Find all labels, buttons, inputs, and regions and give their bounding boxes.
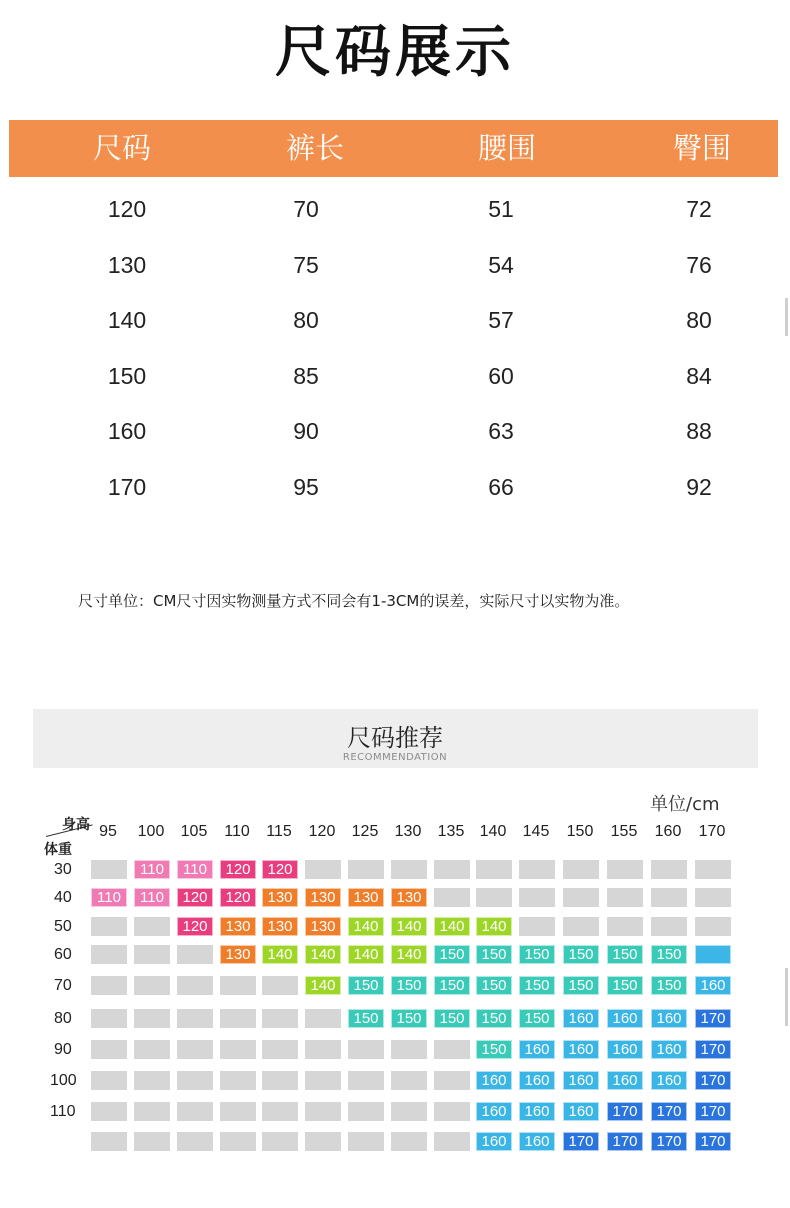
empty-cell — [134, 1040, 170, 1059]
empty-cell — [476, 860, 512, 879]
height-column-label: 120 — [308, 823, 336, 840]
page-title: 尺码展示 — [275, 20, 515, 85]
size-recommendation-cell: 130 — [262, 888, 298, 907]
weight-row-label: 50 — [54, 918, 72, 935]
size-recommendation-cell: 160 — [607, 1071, 643, 1090]
weight-row-label: 60 — [54, 946, 72, 963]
empty-cell — [177, 1009, 213, 1028]
size-recommendation-cell: 130 — [348, 888, 384, 907]
empty-cell — [220, 1102, 256, 1121]
empty-cell — [391, 1040, 427, 1059]
measurement-note: 尺寸单位：CM尺寸因实物测量方式不同会有1-3CM的误差，实际尺寸以实物为准。 — [78, 592, 630, 610]
empty-cell — [262, 1132, 298, 1151]
empty-cell — [695, 860, 731, 879]
size-recommendation-cell: 170 — [563, 1132, 599, 1151]
size-recommendation-cell: 170 — [607, 1132, 643, 1151]
weight-row-label: 80 — [54, 1010, 72, 1027]
empty-cell — [220, 1009, 256, 1028]
height-column-label: 140 — [479, 823, 507, 840]
size-recommendation-cell: 110 — [91, 888, 127, 907]
empty-cell — [305, 1071, 341, 1090]
scrollbar-thumb[interactable] — [785, 298, 788, 336]
size-recommendation-cell: 160 — [651, 1009, 687, 1028]
size-recommendation-cell: 160 — [563, 1071, 599, 1090]
size-recommendation-cell: 160 — [563, 1040, 599, 1059]
empty-cell — [91, 1009, 127, 1028]
height-column-label: 160 — [654, 823, 682, 840]
size-recommendation-cell: 160 — [519, 1040, 555, 1059]
size-recommendation-cell: 140 — [305, 945, 341, 964]
size-recommendation-cell: 160 — [563, 1009, 599, 1028]
size-recommendation-cell: 150 — [391, 1009, 427, 1028]
empty-cell — [519, 917, 555, 936]
empty-cell — [348, 1071, 384, 1090]
height-axis-label: 身高 — [62, 817, 90, 833]
empty-cell — [134, 1071, 170, 1090]
size-recommendation-cell: 110 — [134, 860, 170, 879]
height-column-label: 135 — [437, 823, 465, 840]
height-column-label: 130 — [394, 823, 422, 840]
size-recommendation-cell: 140 — [476, 917, 512, 936]
empty-cell — [91, 860, 127, 879]
empty-cell — [563, 888, 599, 907]
weight-row-label: 40 — [54, 889, 72, 906]
weight-row-label: 100 — [50, 1072, 77, 1089]
size-recommendation-cell: 110 — [177, 860, 213, 879]
size-recommendation-cell: 170 — [695, 1102, 731, 1121]
size-recommendation-cell: 150 — [651, 976, 687, 995]
height-column-label: 95 — [99, 823, 117, 840]
height-column-label: 110 — [224, 823, 250, 840]
empty-cell — [91, 917, 127, 936]
table-cell-waist: 51 — [488, 196, 514, 222]
table-cell-size: 130 — [107, 252, 147, 278]
size-recommendation-cell: 160 — [476, 1102, 512, 1121]
empty-cell — [91, 1132, 127, 1151]
empty-cell — [391, 1132, 427, 1151]
size-recommendation-cell: 160 — [519, 1071, 555, 1090]
size-recommendation-cell: 150 — [434, 945, 470, 964]
size-recommendation-cell: 130 — [305, 917, 341, 936]
empty-cell — [262, 1040, 298, 1059]
empty-cell — [134, 1009, 170, 1028]
empty-cell — [695, 888, 731, 907]
size-recommendation-cell: 150 — [519, 976, 555, 995]
size-recommendation-cell: 110 — [134, 888, 170, 907]
size-recommendation-cell: 130 — [391, 888, 427, 907]
empty-cell — [391, 1071, 427, 1090]
table-cell-size: 170 — [107, 474, 147, 500]
empty-cell — [220, 1132, 256, 1151]
empty-cell — [434, 1102, 470, 1121]
size-recommendation-cell: 160 — [519, 1102, 555, 1121]
table-cell-size: 150 — [107, 363, 147, 389]
empty-cell — [91, 976, 127, 995]
empty-cell — [348, 1040, 384, 1059]
size-recommendation-cell: 150 — [476, 1040, 512, 1059]
size-recommendation-cell: 170 — [695, 1132, 731, 1151]
size-recommendation-cell: 140 — [305, 976, 341, 995]
empty-cell — [91, 1071, 127, 1090]
table-cell-hip: 88 — [686, 418, 712, 444]
empty-cell — [519, 860, 555, 879]
height-column-label: 105 — [180, 823, 208, 840]
table-cell-pants-length: 80 — [293, 307, 319, 333]
size-recommendation-cell: 120 — [177, 888, 213, 907]
size-recommendation-cell: 160 — [651, 1071, 687, 1090]
size-recommendation-cell: 120 — [177, 917, 213, 936]
size-recommendation-cell: 150 — [348, 976, 384, 995]
empty-cell — [177, 1102, 213, 1121]
size-recommendation-cell: 140 — [391, 945, 427, 964]
header-waist: 腰围 — [477, 131, 536, 165]
empty-cell — [434, 888, 470, 907]
empty-cell — [348, 1102, 384, 1121]
size-recommendation-cell: 150 — [519, 945, 555, 964]
empty-cell — [348, 860, 384, 879]
size-recommendation-cell: 150 — [476, 1009, 512, 1028]
table-cell-pants-length: 70 — [293, 196, 319, 222]
height-column-label: 115 — [266, 823, 292, 840]
table-cell-size: 160 — [107, 418, 147, 444]
empty-cell — [177, 976, 213, 995]
empty-cell — [134, 945, 170, 964]
empty-cell — [391, 860, 427, 879]
size-recommendation-cell: 150 — [348, 1009, 384, 1028]
empty-cell — [177, 1132, 213, 1151]
size-recommendation-cell: 160 — [476, 1071, 512, 1090]
table-cell-waist: 57 — [488, 307, 514, 333]
empty-cell — [434, 860, 470, 879]
empty-cell — [220, 1040, 256, 1059]
table-cell-pants-length: 75 — [293, 252, 319, 278]
empty-cell — [348, 1132, 384, 1151]
height-column-label: 125 — [351, 823, 379, 840]
size-recommendation-cell: 160 — [519, 1132, 555, 1151]
empty-cell — [134, 1132, 170, 1151]
empty-cell — [305, 860, 341, 879]
empty-cell — [607, 860, 643, 879]
size-recommendation-cell: 160 — [563, 1102, 599, 1121]
empty-cell — [695, 917, 731, 936]
recommendation-title: 尺码推荐 — [347, 724, 443, 752]
header-pants-length: 裤长 — [285, 131, 344, 165]
empty-cell — [305, 1102, 341, 1121]
size-recommendation-cell: 170 — [651, 1102, 687, 1121]
recommendation-subtitle: RECOMMENDATION — [342, 752, 448, 763]
size-recommendation-cell: 130 — [262, 917, 298, 936]
table-cell-waist: 60 — [488, 363, 514, 389]
empty-cell — [651, 888, 687, 907]
empty-cell — [305, 1040, 341, 1059]
weight-axis-label: 体重 — [44, 842, 72, 858]
table-cell-waist: 63 — [488, 418, 514, 444]
size-recommendation-cell: 150 — [607, 976, 643, 995]
empty-cell — [305, 1009, 341, 1028]
empty-cell — [91, 1102, 127, 1121]
size-recommendation-cell: 150 — [391, 976, 427, 995]
empty-cell — [177, 1040, 213, 1059]
table-cell-pants-length: 85 — [293, 363, 319, 389]
empty-cell — [177, 1071, 213, 1090]
empty-cell — [262, 1071, 298, 1090]
height-column-label: 150 — [566, 823, 594, 840]
empty-cell — [134, 1102, 170, 1121]
unit-label: 单位/cm — [650, 794, 720, 815]
size-recommendation-cell: 120 — [220, 860, 256, 879]
size-recommendation-cell: 160 — [651, 1040, 687, 1059]
empty-cell — [434, 1071, 470, 1090]
empty-cell — [262, 1009, 298, 1028]
empty-cell — [134, 976, 170, 995]
size-recommendation-cell: 150 — [651, 945, 687, 964]
empty-cell — [651, 917, 687, 936]
empty-cell — [91, 945, 127, 964]
weight-row-label: 90 — [54, 1041, 72, 1058]
table-cell-hip: 76 — [686, 252, 712, 278]
height-column-label: 155 — [610, 823, 638, 840]
height-column-label: 170 — [698, 823, 726, 840]
empty-cell — [476, 888, 512, 907]
size-recommendation-cell: 170 — [695, 1009, 731, 1028]
size-recommendation-cell: 150 — [434, 976, 470, 995]
size-recommendation-cell: 140 — [434, 917, 470, 936]
empty-cell — [262, 976, 298, 995]
size-recommendation-cell — [695, 945, 731, 964]
weight-row-label: 70 — [54, 977, 72, 994]
size-recommendation-cell: 130 — [220, 917, 256, 936]
table-cell-hip: 80 — [686, 307, 712, 333]
size-table-header — [9, 120, 778, 177]
empty-cell — [220, 976, 256, 995]
header-size: 尺码 — [92, 131, 151, 165]
size-recommendation-cell: 170 — [607, 1102, 643, 1121]
size-recommendation-cell: 120 — [262, 860, 298, 879]
size-recommendation-cell: 150 — [476, 976, 512, 995]
empty-cell — [91, 1040, 127, 1059]
size-recommendation-cell: 140 — [348, 945, 384, 964]
scrollbar-thumb[interactable] — [785, 968, 788, 1026]
table-cell-hip: 92 — [686, 474, 712, 500]
size-recommendation-cell: 150 — [476, 945, 512, 964]
table-cell-pants-length: 90 — [293, 418, 319, 444]
table-cell-pants-length: 95 — [293, 474, 319, 500]
weight-row-label: 110 — [50, 1103, 76, 1120]
empty-cell — [563, 917, 599, 936]
empty-cell — [434, 1040, 470, 1059]
size-recommendation-cell: 140 — [262, 945, 298, 964]
size-recommendation-cell: 150 — [563, 945, 599, 964]
table-cell-waist: 66 — [488, 474, 514, 500]
size-recommendation-cell: 160 — [607, 1009, 643, 1028]
size-recommendation-cell: 170 — [695, 1040, 731, 1059]
table-cell-waist: 54 — [488, 252, 514, 278]
empty-cell — [177, 945, 213, 964]
size-recommendation-cell: 170 — [651, 1132, 687, 1151]
size-recommendation-cell: 160 — [607, 1040, 643, 1059]
size-recommendation-cell: 130 — [305, 888, 341, 907]
empty-cell — [519, 888, 555, 907]
empty-cell — [607, 917, 643, 936]
size-recommendation-cell: 140 — [391, 917, 427, 936]
height-column-label: 145 — [522, 823, 550, 840]
size-recommendation-cell: 150 — [434, 1009, 470, 1028]
table-cell-hip: 84 — [686, 363, 712, 389]
size-recommendation-cell: 150 — [607, 945, 643, 964]
table-cell-size: 120 — [107, 196, 147, 222]
empty-cell — [262, 1102, 298, 1121]
header-hip: 臀围 — [672, 131, 731, 165]
empty-cell — [391, 1102, 427, 1121]
size-recommendation-cell: 170 — [695, 1071, 731, 1090]
size-recommendation-cell: 130 — [220, 945, 256, 964]
size-recommendation-cell: 150 — [519, 1009, 555, 1028]
size-recommendation-cell: 160 — [476, 1132, 512, 1151]
empty-cell — [134, 917, 170, 936]
size-recommendation-cell: 150 — [563, 976, 599, 995]
empty-cell — [607, 888, 643, 907]
empty-cell — [220, 1071, 256, 1090]
size-recommendation-cell: 120 — [220, 888, 256, 907]
empty-cell — [651, 860, 687, 879]
height-column-label: 100 — [137, 823, 165, 840]
weight-row-label: 30 — [54, 861, 72, 878]
empty-cell — [305, 1132, 341, 1151]
empty-cell — [434, 1132, 470, 1151]
size-recommendation-cell: 140 — [348, 917, 384, 936]
table-cell-hip: 72 — [686, 196, 712, 222]
size-recommendation-cell: 160 — [695, 976, 731, 995]
table-cell-size: 140 — [107, 307, 147, 333]
empty-cell — [563, 860, 599, 879]
